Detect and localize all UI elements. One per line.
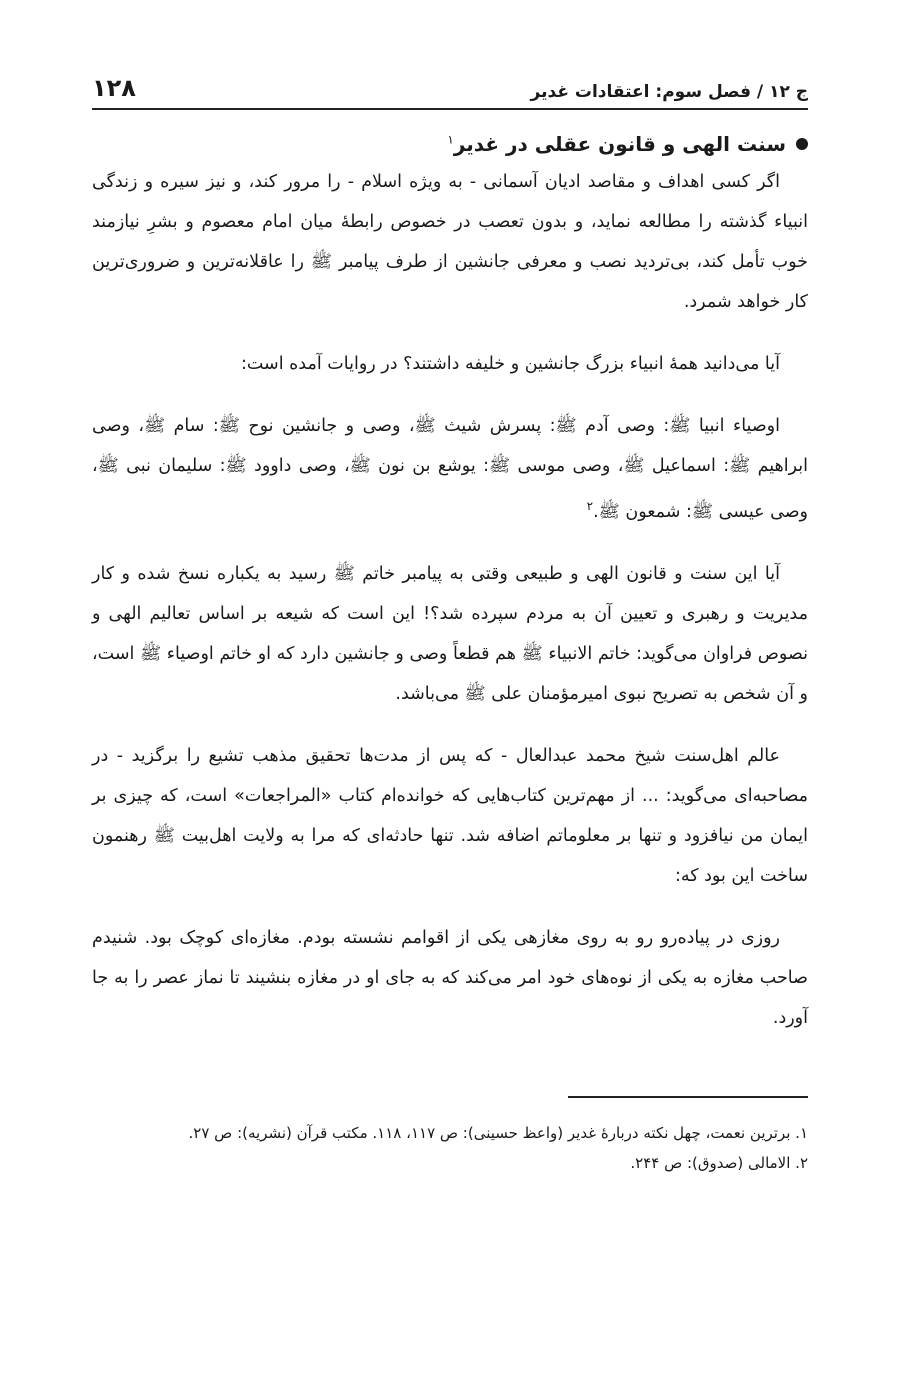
page-number: ۱۲۸	[92, 74, 136, 102]
book-page	[92, 60, 808, 1178]
footnote-1: ۱. برترین نعمت، چهل نکته دربارهٔ غدیر (واعظ حسینی): ص ۱۱۷، ۱۱۸. مکتب قرآن (نشریه): ص ۲۷.	[188, 1123, 808, 1142]
footnote-ref-2: ۲	[586, 499, 594, 513]
paragraph-1: اگر کسی اهداف و مقاصد ادیان آسمانی - به ویژه اسلام - را مرور کند، و نیز سیره و زندگی انبیاء گذشته را مطالعه نماید، و بدون تعصب در خصوص رابطهٔ میان امام معصوم و بشرِ نیازمند خوب تأمل کند، بی‌تردید نصب و معرفی جانشین از طرف پیامبر ﷺ را عاقلانه‌ترین و ضروری‌ترین کار خواهد شمرد.	[92, 172, 808, 312]
section-title-label: سنت الهی و قانون عقلی در غدیر	[453, 132, 786, 156]
footnote-ref-1: ۱	[447, 132, 454, 147]
running-head: ج ۱۲ / فصل سوم: اعتقادات غدیر	[530, 82, 808, 102]
section-heading	[92, 132, 808, 156]
paragraph-5: عالم اهل‌سنت شیخ محمد عبدالعال - که پس از مدت‌ها تحقیق مذهب تشیع را برگزید - در مصاحبه‌ای می‌گوید: ... از مهم‌ترین کتاب‌هایی که خوانده‌ام کتاب «المراجعات» است، که چیزی بر ایمان من نیافزود و تنها بر معلوماتم اضافه شد. تنها حادثه‌ای که مرا به ولایت اهل‌بیت ﷺ رهنمون ساخت این بود که:	[92, 745, 808, 886]
footnotes	[92, 1118, 808, 1178]
paragraph-2: آیا می‌دانید همهٔ انبیاء بزرگ جانشین و خلیفه داشتند؟ در روایات آمده است:	[240, 354, 780, 374]
section-title-text	[447, 132, 786, 156]
paragraph-3	[92, 406, 808, 532]
paragraph-3-text: اوصیاء انبیا ﷺ: وصی آدم ﷺ: پسرش شیث ﷺ، وصی و جانشین نوح ﷺ: سام ﷺ، وصی ابراهیم ﷺ: اسماعیل ﷺ، وصی موسی ﷺ: یوشع بن نون ﷺ، وصی داوود ﷺ: سلیمان نبی ﷺ، وصی عیسی ﷺ: شمعون ﷺ.	[92, 416, 808, 522]
footnote-2: ۲. الامالی (صدوق): ص ۲۴۴.	[630, 1153, 808, 1172]
paragraph-6: روزی در پیاده‌رو رو به روی مغازهی یکی از اقوامم نشسته بودم. مغازه‌ای کوچک بود. شنیدم صاحب مغازه به یکی از نوه‌های خود امر می‌کند که به جای او در مغازه بنشیند تا نماز عصر را به جا آورد.	[92, 927, 808, 1028]
footnote-divider	[568, 1096, 808, 1098]
bullet-icon	[796, 138, 808, 150]
page-header	[92, 60, 808, 110]
paragraph-4: آیا این سنت و قانون الهی و طبیعی وقتی به پیامبر خاتم ﷺ رسید به یکباره نسخ شده و کار مدیریت و رهبری و تعیین آن به مردم سپرده شد؟! این است که شیعه بر اساس تعالیم الهی و نصوص فراوان می‌گوید: خاتم الانبیاء ﷺ هم قطعاً وصی و جانشین دارد که او خاتم اوصیاء ﷺ است، و آن شخص به تصریح نبوی امیرمؤمنان علی ﷺ می‌باشد.	[92, 563, 808, 704]
